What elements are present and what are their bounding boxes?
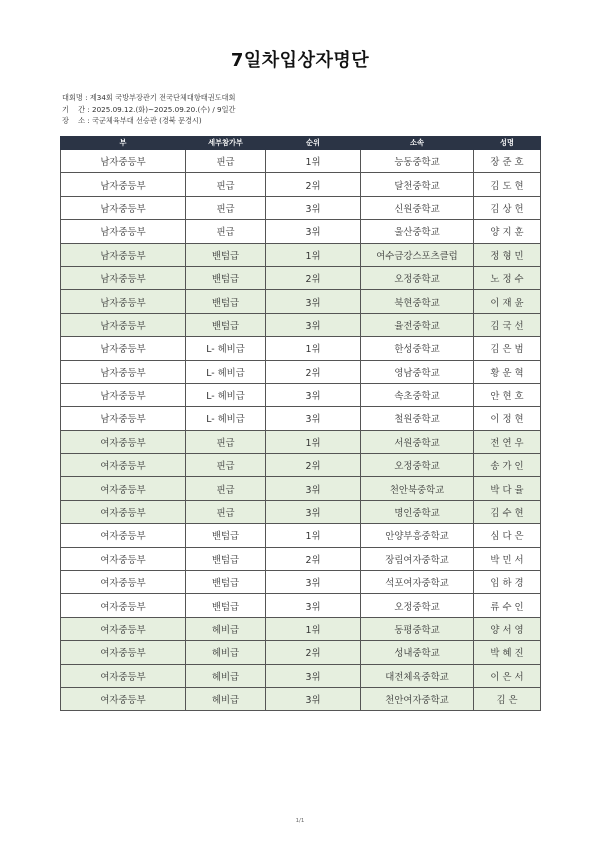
cell-division: 여자중등부 (61, 547, 186, 570)
table-row (61, 454, 541, 477)
cell-division: 여자중등부 (61, 664, 186, 687)
cell-division: 남자중등부 (61, 360, 186, 383)
cell-weight-class: 핀급 (186, 220, 266, 243)
cell-division: 남자중등부 (61, 290, 186, 313)
cell-weight-class: L- 헤비급 (186, 383, 266, 406)
cell-division: 남자중등부 (61, 266, 186, 289)
cell-rank: 3위 (266, 313, 361, 336)
cell-affiliation: 달천중학교 (361, 173, 474, 196)
page-number: 1/1 (295, 818, 305, 824)
cell-rank: 3위 (266, 383, 361, 406)
cell-division: 여자중등부 (61, 477, 186, 500)
winners-table (60, 136, 541, 711)
cell-weight-class: 헤비급 (186, 687, 266, 710)
cell-rank: 2위 (266, 454, 361, 477)
table-row (61, 641, 541, 664)
cell-division: 남자중등부 (61, 220, 186, 243)
cell-affiliation: 장림여자중학교 (361, 547, 474, 570)
table-row (61, 290, 541, 313)
table-row (61, 266, 541, 289)
cell-rank: 3위 (266, 196, 361, 219)
cell-affiliation: 철원중학교 (361, 407, 474, 430)
cell-affiliation: 안양부흥중학교 (361, 524, 474, 547)
cell-weight-class: L- 헤비급 (186, 337, 266, 360)
cell-affiliation: 영남중학교 (361, 360, 474, 383)
cell-weight-class: 밴텀급 (186, 243, 266, 266)
cell-name: 임하경 (474, 571, 541, 594)
cell-affiliation: 대전체육중학교 (361, 664, 474, 687)
cell-name: 이정현 (474, 407, 541, 430)
event-label: 대회명 : (62, 93, 88, 102)
table-row (61, 594, 541, 617)
cell-division: 남자중등부 (61, 407, 186, 430)
cell-weight-class: 밴텀급 (186, 290, 266, 313)
table-row (61, 360, 541, 383)
cell-weight-class: 핀급 (186, 454, 266, 477)
cell-name: 김도현 (474, 173, 541, 196)
cell-affiliation: 율전중학교 (361, 313, 474, 336)
table-row (61, 173, 541, 196)
header-weight-class: 세부참가부 (186, 137, 266, 150)
table-row (61, 500, 541, 523)
cell-name: 김국선 (474, 313, 541, 336)
table-row (61, 547, 541, 570)
table-row (61, 150, 541, 173)
cell-affiliation: 천안북중학교 (361, 477, 474, 500)
cell-name: 김은범 (474, 337, 541, 360)
venue-label: 장 소 : (62, 116, 90, 125)
cell-weight-class: 밴텀급 (186, 266, 266, 289)
page-title: 7일차입상자명단 (230, 50, 370, 71)
table-row (61, 196, 541, 219)
cell-affiliation: 오정중학교 (361, 266, 474, 289)
venue-row (62, 115, 235, 127)
cell-division: 남자중등부 (61, 173, 186, 196)
table-row (61, 430, 541, 453)
cell-affiliation: 석포여자중학교 (361, 571, 474, 594)
cell-name: 장준호 (474, 150, 541, 173)
cell-rank: 3위 (266, 500, 361, 523)
cell-affiliation: 서원중학교 (361, 430, 474, 453)
cell-name: 박민서 (474, 547, 541, 570)
cell-weight-class: 밴텀급 (186, 547, 266, 570)
header-division: 부 (61, 137, 186, 150)
table-row (61, 313, 541, 336)
period-row (62, 104, 235, 116)
header-rank: 순위 (266, 137, 361, 150)
cell-weight-class: 핀급 (186, 173, 266, 196)
table-row (61, 220, 541, 243)
cell-name: 김은 (474, 687, 541, 710)
cell-weight-class: 밴텀급 (186, 313, 266, 336)
cell-affiliation: 명인중학교 (361, 500, 474, 523)
cell-affiliation: 여수금강스포츠클럽 (361, 243, 474, 266)
cell-rank: 2위 (266, 173, 361, 196)
cell-affiliation: 오정중학교 (361, 594, 474, 617)
cell-name: 류수인 (474, 594, 541, 617)
cell-affiliation: 오정중학교 (361, 454, 474, 477)
table-row (61, 664, 541, 687)
cell-rank: 3위 (266, 571, 361, 594)
cell-name: 양지훈 (474, 220, 541, 243)
cell-division: 여자중등부 (61, 594, 186, 617)
cell-division: 여자중등부 (61, 500, 186, 523)
venue-value: 국군체육부대 선승관 (경북 문경시) (92, 116, 202, 125)
cell-name: 황운혁 (474, 360, 541, 383)
event-row (62, 92, 235, 104)
header-name: 성명 (474, 137, 541, 150)
cell-division: 남자중등부 (61, 150, 186, 173)
cell-rank: 1위 (266, 337, 361, 360)
cell-name: 박혜진 (474, 641, 541, 664)
table-row (61, 571, 541, 594)
cell-affiliation: 성내중학교 (361, 641, 474, 664)
cell-division: 여자중등부 (61, 641, 186, 664)
table-row (61, 477, 541, 500)
period-value: 2025.09.12.(화)~2025.09.20.(수) / 9일간 (92, 104, 236, 114)
cell-name: 심다은 (474, 524, 541, 547)
header-affiliation: 소속 (361, 137, 474, 150)
cell-name: 안현호 (474, 383, 541, 406)
cell-name: 양서영 (474, 617, 541, 640)
cell-name: 노정수 (474, 266, 541, 289)
cell-rank: 1위 (266, 243, 361, 266)
cell-rank: 3위 (266, 594, 361, 617)
cell-rank: 3위 (266, 220, 361, 243)
cell-weight-class: 헤비급 (186, 641, 266, 664)
cell-weight-class: 핀급 (186, 150, 266, 173)
table-row (61, 243, 541, 266)
cell-division: 남자중등부 (61, 337, 186, 360)
cell-division: 여자중등부 (61, 524, 186, 547)
cell-name: 이재윤 (474, 290, 541, 313)
cell-division: 여자중등부 (61, 687, 186, 710)
cell-affiliation: 한성중학교 (361, 337, 474, 360)
cell-division: 남자중등부 (61, 196, 186, 219)
cell-weight-class: 밴텀급 (186, 594, 266, 617)
cell-rank: 3위 (266, 687, 361, 710)
cell-name: 송가인 (474, 454, 541, 477)
cell-affiliation: 북현중학교 (361, 290, 474, 313)
cell-name: 이은서 (474, 664, 541, 687)
cell-affiliation: 동평중학교 (361, 617, 474, 640)
cell-affiliation: 능동중학교 (361, 150, 474, 173)
table-row (61, 407, 541, 430)
cell-affiliation: 천안여자중학교 (361, 687, 474, 710)
cell-affiliation: 속초중학교 (361, 383, 474, 406)
cell-rank: 2위 (266, 360, 361, 383)
event-info (62, 92, 235, 127)
cell-weight-class: L- 헤비급 (186, 360, 266, 383)
cell-division: 여자중등부 (61, 571, 186, 594)
table-row (61, 524, 541, 547)
cell-weight-class: 핀급 (186, 196, 266, 219)
cell-name: 김상헌 (474, 196, 541, 219)
cell-weight-class: 핀급 (186, 430, 266, 453)
cell-division: 남자중등부 (61, 243, 186, 266)
cell-weight-class: L- 헤비급 (186, 407, 266, 430)
cell-rank: 3위 (266, 664, 361, 687)
table-row (61, 687, 541, 710)
cell-name: 전연우 (474, 430, 541, 453)
cell-rank: 1위 (266, 617, 361, 640)
period-label: 기 간 : (62, 104, 90, 114)
cell-weight-class: 헤비급 (186, 664, 266, 687)
cell-rank: 3위 (266, 290, 361, 313)
table-row (61, 337, 541, 360)
cell-division: 여자중등부 (61, 617, 186, 640)
cell-rank: 1위 (266, 524, 361, 547)
cell-rank: 2위 (266, 547, 361, 570)
cell-affiliation: 신원중학교 (361, 196, 474, 219)
cell-weight-class: 헤비급 (186, 617, 266, 640)
cell-weight-class: 밴텀급 (186, 524, 266, 547)
cell-name: 정형민 (474, 243, 541, 266)
cell-division: 여자중등부 (61, 454, 186, 477)
cell-division: 남자중등부 (61, 383, 186, 406)
cell-affiliation: 울산중학교 (361, 220, 474, 243)
cell-name: 김수현 (474, 500, 541, 523)
cell-weight-class: 핀급 (186, 500, 266, 523)
cell-rank: 2위 (266, 266, 361, 289)
event-value: 제34회 국방부장관기 전국단체대항태권도대회 (89, 93, 236, 102)
cell-weight-class: 핀급 (186, 477, 266, 500)
cell-name: 박다율 (474, 477, 541, 500)
cell-division: 여자중등부 (61, 430, 186, 453)
cell-division: 남자중등부 (61, 313, 186, 336)
cell-rank: 2위 (266, 641, 361, 664)
cell-weight-class: 밴텀급 (186, 571, 266, 594)
cell-rank: 1위 (266, 150, 361, 173)
cell-rank: 3위 (266, 477, 361, 500)
table-row (61, 383, 541, 406)
cell-rank: 1위 (266, 430, 361, 453)
table-header-row (61, 137, 541, 150)
cell-rank: 3위 (266, 407, 361, 430)
table-row (61, 617, 541, 640)
